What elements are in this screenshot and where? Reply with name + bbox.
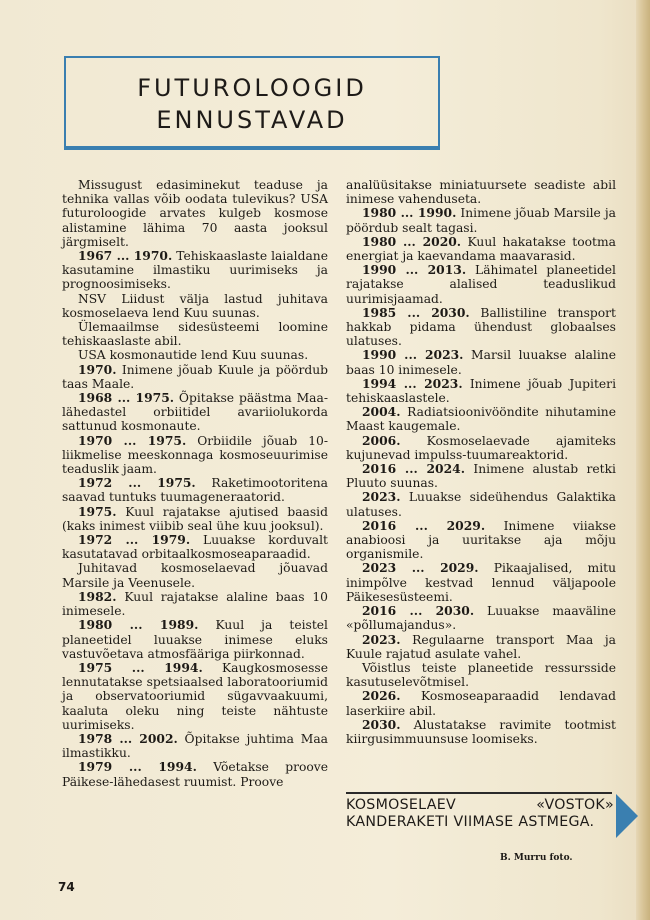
article-paragraph <box>62 590 328 618</box>
article-paragraph <box>62 561 328 589</box>
paragraph-text: Luuakse maaväline «põllumajandus». <box>346 604 616 633</box>
paragraph-text: Kaugkosmosesse lennutatakse spetsiaalsed laboratooriumid ja observatooriumid sügavvaakuumi, kaaluta oleku ning teiste nähtuste uurimiseks. <box>62 660 328 732</box>
article-paragraph <box>62 732 328 760</box>
article-paragraph <box>62 363 328 391</box>
year-range: 1970 ... 1975. <box>78 432 187 448</box>
paragraph-text: Kuul hakatakse tootma energiat ja kaevandama maavarasid. <box>346 234 616 264</box>
article-paragraph <box>62 292 328 320</box>
photo-caption: KOSMOSELAEV «VOSTOK» KANDERAKETI VIIMASE ASTMEGA. <box>346 797 614 830</box>
year-range: 1972 ... 1975. <box>78 475 196 491</box>
year-range: 1990 ... 2023. <box>362 347 464 363</box>
article-paragraph <box>346 206 616 234</box>
article-paragraph <box>346 348 616 376</box>
year-range: 1980 ... 2020. <box>362 233 462 249</box>
year-range: 1967 ... 1970. <box>78 248 173 264</box>
article-paragraph <box>346 490 616 518</box>
article-paragraph <box>346 661 616 689</box>
year-range: 2023. <box>362 631 401 647</box>
article-paragraph <box>62 760 328 788</box>
article-paragraph <box>346 718 616 746</box>
article-paragraph <box>346 561 616 604</box>
article-paragraph <box>62 348 328 362</box>
year-range: 1990 ... 2013. <box>362 262 467 278</box>
year-range: 2023 ... 2029. <box>362 560 479 576</box>
article-paragraph <box>346 263 616 306</box>
paragraph-text: Missugust edasiminekut teaduse ja tehnika vallas võib oodata tulevikus? USA futuroloogide arvates kulgeb kosmose alistamine lähima 70 aasta jooksul järgmiselt. <box>62 178 328 249</box>
year-range: 1982. <box>78 588 117 604</box>
article-paragraph <box>346 633 616 661</box>
year-range: 2026. <box>362 688 401 704</box>
paragraph-text: Lähimatel planeetidel rajatakse alalised teaduslikud uurimisjaamad. <box>346 263 616 306</box>
paragraph-text: Radiatsioonivööndite nihutamine Maast kaugemale. <box>346 405 616 434</box>
title-line-1: FUTUROLOOGID <box>137 74 367 102</box>
paragraph-text: NSV Liidust välja lastud juhitava kosmoselaeva lend Kuu suunas. <box>62 291 328 320</box>
article-column-right <box>346 178 616 746</box>
paragraph-text: Inimene jõuab Jupiteri tehiskaaslastele. <box>346 376 616 406</box>
year-range: 1985 ... 2030. <box>362 304 470 320</box>
year-range: 1970. <box>78 361 117 377</box>
year-range: 2016 ... 2029. <box>362 517 486 533</box>
arrow-right-icon <box>616 794 638 838</box>
paragraph-text: Õpitakse juhtima Maa ilmastikku. <box>62 731 328 761</box>
title-line-2: ENNUSTAVAD <box>156 106 348 134</box>
page-spine-shadow <box>636 0 650 920</box>
paragraph-text: Inimene alustab retki Pluuto suunas. <box>346 462 616 491</box>
article-paragraph <box>346 178 616 206</box>
year-range: 1980 ... 1990. <box>362 205 457 221</box>
year-range: 2016 ... 2024. <box>362 461 465 477</box>
paragraph-text: Regulaarne transport Maa ja Kuule rajatud asulate vahel. <box>346 632 616 661</box>
paragraph-text: analüüsitakse miniatuursete seadiste abil inimese vahenduseta. <box>346 178 616 207</box>
article-paragraph <box>62 476 328 504</box>
year-range: 2023. <box>362 489 401 505</box>
article-paragraph <box>346 377 616 405</box>
year-range: 2006. <box>362 432 401 448</box>
article-paragraph <box>346 519 616 562</box>
article-paragraph <box>346 604 616 632</box>
caption-divider <box>346 792 612 794</box>
article-paragraph <box>62 533 328 561</box>
paragraph-text: Marsil luuakse alaline baas 10 inimesele. <box>346 348 616 377</box>
paragraph-text: Võistlus teiste planeetide ressursside kasutuselevõtmisel. <box>346 660 616 690</box>
year-range: 1978 ... 2002. <box>78 730 178 746</box>
paragraph-text: Alustatakse ravimite tootmist kiirgusimmuunsuse loomiseks. <box>346 717 616 746</box>
article-paragraph <box>62 391 328 434</box>
year-range: 2004. <box>362 404 401 420</box>
paragraph-text: Kuul rajatakse alaline baas 10 inimesele. <box>62 589 328 619</box>
article-paragraph <box>62 505 328 533</box>
page-number: 74 <box>58 880 75 894</box>
paragraph-text: Luuakse korduvalt kasutatavad orbitaalkosmoseaparaadid. <box>62 533 328 562</box>
year-range: 1980 ... 1989. <box>78 617 199 633</box>
year-range: 1968 ... 1975. <box>78 390 175 406</box>
article-paragraph <box>346 235 616 263</box>
paragraph-text: Orbiidile jõuab 10-liikmelise meeskonnaga kosmoseuurimise teaduslik jaam. <box>62 433 328 477</box>
article-paragraph <box>62 178 328 249</box>
year-range: 1972 ... 1979. <box>78 532 191 548</box>
paragraph-text: Tehiskaaslaste laialdane kasutamine ilmastiku uurimiseks ja prognoosimiseks. <box>62 249 328 292</box>
article-paragraph <box>62 320 328 348</box>
article-paragraph <box>62 434 328 477</box>
paragraph-text: Kosmoseaparaadid lendavad laserkiire abil. <box>346 689 616 718</box>
article-paragraph <box>62 661 328 732</box>
paragraph-text: Inimene jõuab Kuule ja pöördub taas Maale. <box>62 362 328 391</box>
year-range: 1994 ... 2023. <box>362 375 463 391</box>
paragraph-text: Õpitakse päästma Maa-lähedastel orbiitidel avariiolukorda sattunud kosmonaute. <box>62 391 328 434</box>
paragraph-text: USA kosmonautide lend Kuu suunas. <box>78 348 309 363</box>
article-paragraph <box>346 462 616 490</box>
title-box <box>64 56 440 150</box>
article-paragraph <box>346 434 616 462</box>
paragraph-text: Juhitavad kosmoselaevad jõuavad Marsile ja Veenusele. <box>62 561 328 590</box>
paragraph-text: Inimene jõuab Marsile ja pöördub sealt tagasi. <box>346 206 616 235</box>
article-paragraph <box>346 405 616 433</box>
article-paragraph <box>62 249 328 292</box>
paragraph-text: Ülemaailmse sidesüsteemi loomine tehiskaaslaste abil. <box>62 320 328 349</box>
photo-credit: B. Murru foto. <box>500 853 573 863</box>
article-paragraph <box>346 689 616 717</box>
year-range: 2030. <box>362 716 401 732</box>
article-paragraph <box>346 306 616 349</box>
year-range: 1979 ... 1994. <box>78 759 197 775</box>
article-column-left <box>62 178 328 789</box>
paragraph-text: Raketimootoritena saavad tuntuks tuumageneraatorid. <box>62 476 328 505</box>
paragraph-text: Luuakse sideühendus Galaktika ulatuses. <box>346 490 616 519</box>
paragraph-text: Pikaajalised, mitu inimpõlve kestvad lennud väljapoole Päikesesüsteemi. <box>346 561 616 604</box>
year-range: 2016 ... 2030. <box>362 603 475 619</box>
year-range: 1975 ... 1994. <box>78 659 203 675</box>
paragraph-text: Kosmoselaevade ajamiteks kujunevad impulss-tuumareaktorid. <box>346 433 616 462</box>
article-paragraph <box>62 618 328 661</box>
paragraph-text: Võetakse proove Päikese-lähedasest ruumist. Proove <box>62 760 328 789</box>
paragraph-text: Kuul ja teistel planeetidel luuakse inimese eluks vastuvõetava atmosfääriga piirkonnad. <box>62 618 328 661</box>
paragraph-text: Ballistiline transport hakkab pidama ühendust globaalses ulatuses. <box>346 305 616 349</box>
paragraph-text: Kuul rajatakse ajutised baasid (kaks inimest viibib seal ühe kuu jooksul). <box>62 504 328 533</box>
year-range: 1975. <box>78 503 117 519</box>
paragraph-text: Inimene viiakse anabioosi ja uuritakse aja mõju organismile. <box>346 518 616 562</box>
